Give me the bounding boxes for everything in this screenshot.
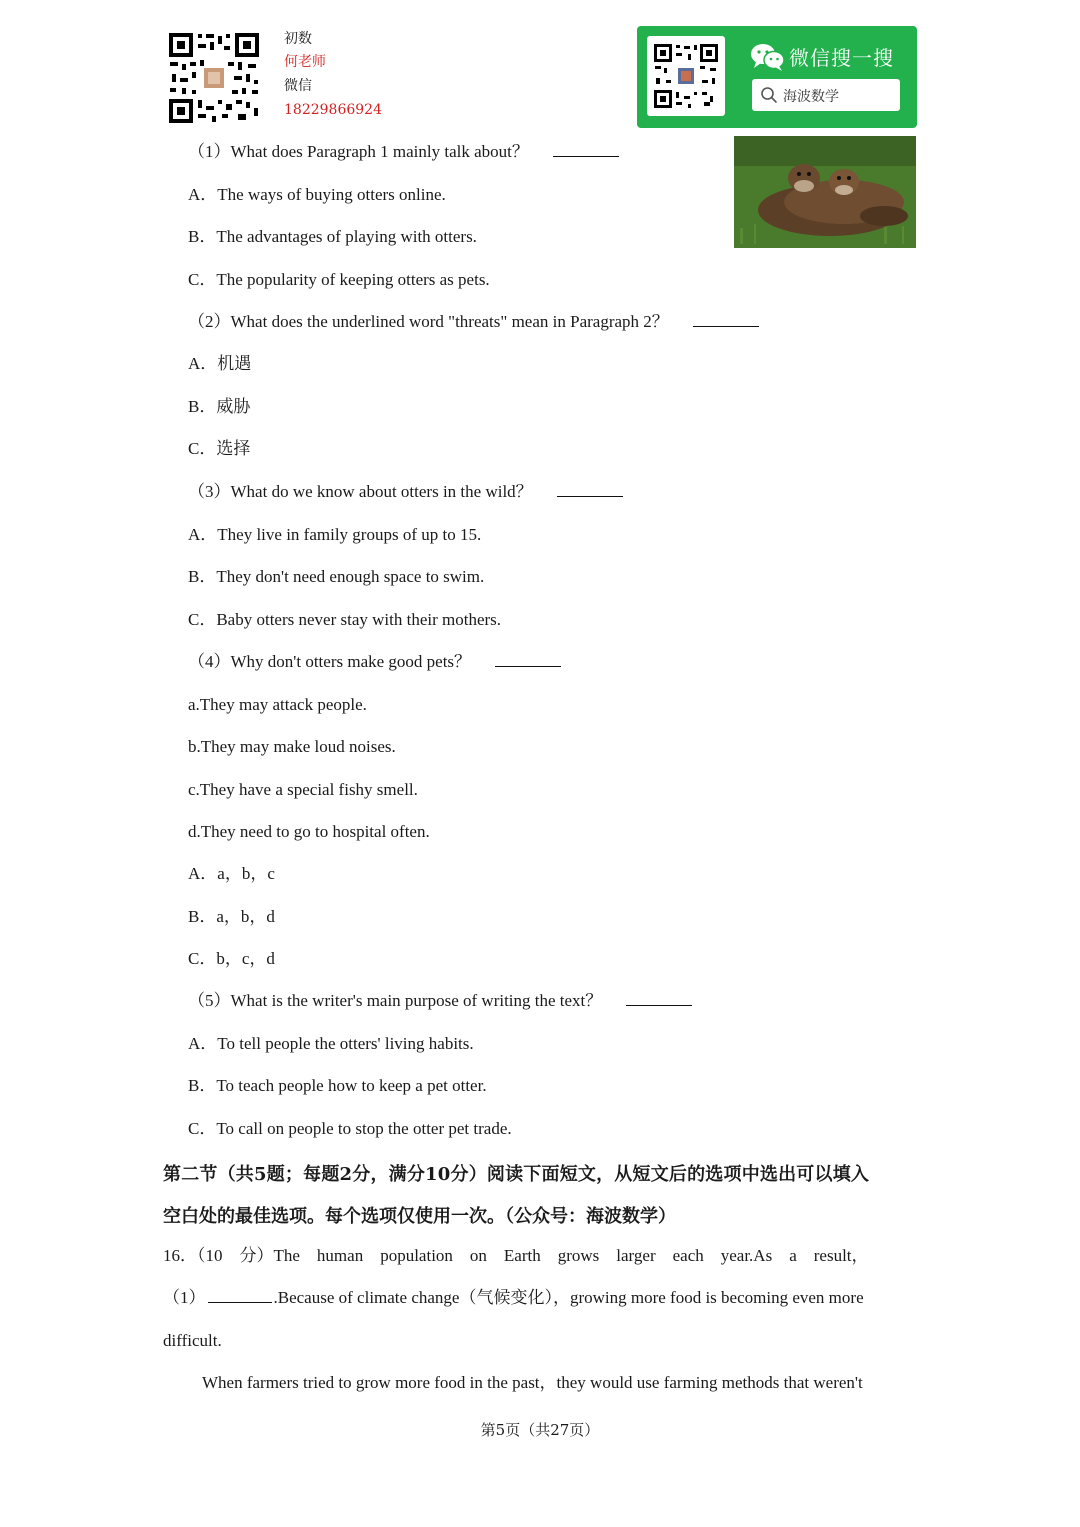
question-3-stem: （3）What do we know about otters in the wild？ <box>188 482 623 502</box>
question-3-option-a: A．They live in family groups of up to 15. <box>188 525 482 544</box>
question-1-option-b: B．The advantages of playing with otters. <box>188 227 477 246</box>
search-icon <box>760 86 778 104</box>
question-1-option-a: A．The ways of buying otters online. <box>188 185 446 204</box>
question-4-statement-c: c.They have a special fishy smell. <box>188 780 418 799</box>
question-4-statement-b: b.They may make loud noises. <box>188 737 396 756</box>
qr-code-right <box>647 36 725 116</box>
header-label-wechat: 微信 <box>284 78 312 94</box>
question-2-stem: （2）What does the underlined word "threats" mean in Paragraph 2？ <box>188 312 759 332</box>
passage-line-2: （1） .Because of climate change（气候变化），growing more food is becoming even more <box>163 1288 864 1307</box>
question-4-statement-a: a.They may attack people. <box>188 695 367 714</box>
header-label-subject: 初数 <box>284 31 312 47</box>
question-4-option-a: A．a，b，c <box>188 864 275 883</box>
section-2-heading-line2: 空白处的最佳选项。每个选项仅使用一次。（公众号：海波数学） <box>163 1206 676 1227</box>
passage-line-3: difficult. <box>163 1331 222 1350</box>
question-2-option-b: B．威胁 <box>188 397 251 416</box>
wechat-search-text: 海波数学 <box>783 89 839 105</box>
question-4-option-c: C．b，c，d <box>188 949 275 968</box>
answer-blank[interactable] <box>626 991 692 1006</box>
question-4-option-b: B．a，b，d <box>188 907 275 926</box>
answer-blank[interactable] <box>557 482 623 497</box>
qr-code-left <box>168 32 260 124</box>
section-2-heading-line1: 第二节（共5题；每题2分，满分10分）阅读下面短文，从短文后的选项中选出可以填入 <box>163 1164 870 1185</box>
question-2-option-a: A．机遇 <box>188 354 252 373</box>
header-phone: 18229866924 <box>284 102 382 118</box>
header-teacher-name: 何老师 <box>284 54 326 70</box>
passage-line-1: 16．（10 分）The human population on Earth grows larger each year.As a result， <box>163 1246 869 1265</box>
page-number: 第5页（共27页） <box>480 1421 600 1439</box>
question-4-statement-d: d.They need to go to hospital often. <box>188 822 430 841</box>
answer-blank[interactable] <box>693 312 759 327</box>
question-3-option-c: C．Baby otters never stay with their mothers. <box>188 610 502 629</box>
question-1-stem: （1）What does Paragraph 1 mainly talk about？ <box>188 142 619 162</box>
wechat-search-title: 微信搜一搜 <box>789 46 894 70</box>
wechat-search-card <box>637 26 917 128</box>
question-5-stem: （5）What is the writer's main purpose of writing the text？ <box>188 991 692 1011</box>
wechat-logo-icon <box>750 42 786 72</box>
question-2-option-c: C．选择 <box>188 439 251 458</box>
question-4-stem: （4）Why don't otters make good pets？ <box>188 652 561 672</box>
answer-blank[interactable] <box>208 1288 272 1303</box>
question-5-option-c: C．To call on people to stop the otter pet trade. <box>188 1119 512 1138</box>
question-1-option-c: C．The popularity of keeping otters as pets. <box>188 270 490 289</box>
answer-blank[interactable] <box>495 652 561 667</box>
wechat-search-box <box>752 79 900 111</box>
question-3-option-b: B．They don't need enough space to swim. <box>188 567 485 586</box>
otter-photo <box>734 136 916 248</box>
question-5-option-b: B．To teach people how to keep a pet otter. <box>188 1076 487 1095</box>
passage-line-4: When farmers tried to grow more food in the past，they would use farming methods that weren't <box>202 1373 863 1392</box>
answer-blank[interactable] <box>553 142 619 157</box>
question-5-option-a: A．To tell people the otters' living habits. <box>188 1034 474 1053</box>
